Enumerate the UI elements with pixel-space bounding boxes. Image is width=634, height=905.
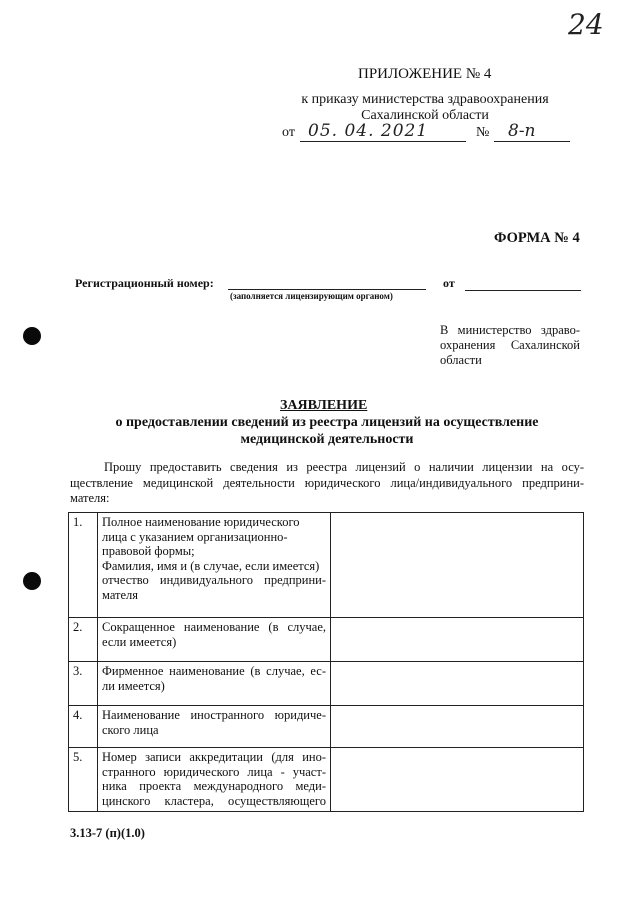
row-number: 3.: [69, 662, 98, 706]
row-value-cell[interactable]: [331, 662, 584, 706]
table-row: [69, 618, 584, 662]
row-label-line: лица с указанием организационно-: [102, 529, 288, 544]
table-row: [69, 662, 584, 706]
row-label-line: Сокращенное наименование (в случае,: [102, 620, 326, 634]
row-label-line: ского лица: [102, 722, 159, 737]
applicant-info-table: [68, 512, 584, 812]
punch-hole-top: [23, 327, 41, 345]
intro-paragraph: [70, 460, 584, 507]
row-label-line: отчество индивидуального предприни-: [102, 573, 326, 587]
addressee-block: [440, 323, 580, 368]
document-subtitle: [70, 414, 584, 448]
region-line: Сахалинской области: [361, 108, 489, 123]
date-value: 05. 04. 2021: [308, 121, 429, 141]
table-row: [69, 706, 584, 748]
row-label-line: Наименование иностранного юридиче-: [102, 708, 326, 722]
registration-number-field[interactable]: [228, 289, 426, 290]
row-number: 1.: [69, 513, 98, 618]
row-label-line: ли имеется): [102, 678, 165, 693]
row-label-line: цинского кластера, осуществляющего: [102, 793, 326, 808]
form-code: 3.13-7 (п)(1.0): [70, 826, 145, 840]
addressee-line: В министерство здраво-: [440, 323, 580, 337]
addressee-line: области: [440, 353, 482, 367]
registration-date-field[interactable]: [465, 290, 581, 291]
row-number: 4.: [69, 706, 98, 748]
row-value-cell[interactable]: [331, 706, 584, 748]
form-label: ФОРМА № 4: [494, 230, 580, 246]
row-label-line: мателя: [102, 587, 139, 602]
row-number: 2.: [69, 618, 98, 662]
row-value-cell[interactable]: [331, 748, 584, 812]
registration-label: Регистрационный номер:: [75, 276, 214, 290]
date-underline: [300, 141, 466, 142]
handwritten-page-number: 24: [568, 8, 604, 41]
intro-line: ществление медицинской деятельности юридического лица/индивидуального предприни-: [70, 475, 584, 490]
row-label: [98, 513, 331, 618]
row-value-cell[interactable]: [331, 513, 584, 618]
addressee-line: охранения Сахалинской: [440, 338, 580, 352]
punch-hole-bottom: [23, 572, 41, 590]
appendix-title: ПРИЛОЖЕНИЕ № 4: [358, 66, 492, 82]
order-line: к приказу министерства здравоохранения: [301, 92, 549, 107]
number-underline: [494, 141, 570, 142]
row-label-line: Полное наименование юридического: [102, 515, 300, 529]
row-label-line: правовой формы;: [102, 544, 195, 558]
row-number: 5.: [69, 748, 98, 812]
row-label: [98, 706, 331, 748]
row-label: [98, 748, 331, 812]
registration-note: (заполняется лицензирующим органом): [230, 291, 393, 301]
intro-line: мателя:: [70, 491, 110, 505]
number-value: 8-п: [508, 121, 536, 141]
row-label-line: Номер записи аккредитации (для ино-: [102, 750, 326, 764]
date-prefix: от: [282, 125, 295, 140]
number-prefix: №: [476, 125, 490, 140]
row-label-line: ника проекта международного меди-: [102, 779, 326, 793]
table-row: [69, 748, 584, 812]
subtitle-line: медицинской деятельности: [240, 432, 414, 447]
row-label-line: если имеется): [102, 634, 177, 649]
row-label-line: странного юридического лица - участ-: [102, 764, 326, 779]
row-label: [98, 662, 331, 706]
intro-line: Прошу предоставить сведения из реестра лицензий о наличии лицензии на осу-: [104, 460, 584, 474]
subtitle-line: о предоставлении сведений из реестра лицензий на осуществление: [115, 415, 539, 430]
row-label: [98, 618, 331, 662]
row-label-line: Фамилия, имя и (в случае, если имеется): [102, 558, 320, 573]
row-value-cell[interactable]: [331, 618, 584, 662]
document-title: ЗАЯВЛЕНИЕ: [280, 398, 368, 413]
registration-from-label: от: [443, 276, 455, 290]
table-row: [69, 513, 584, 618]
row-label-line: Фирменное наименование (в случае, ес-: [102, 664, 326, 678]
